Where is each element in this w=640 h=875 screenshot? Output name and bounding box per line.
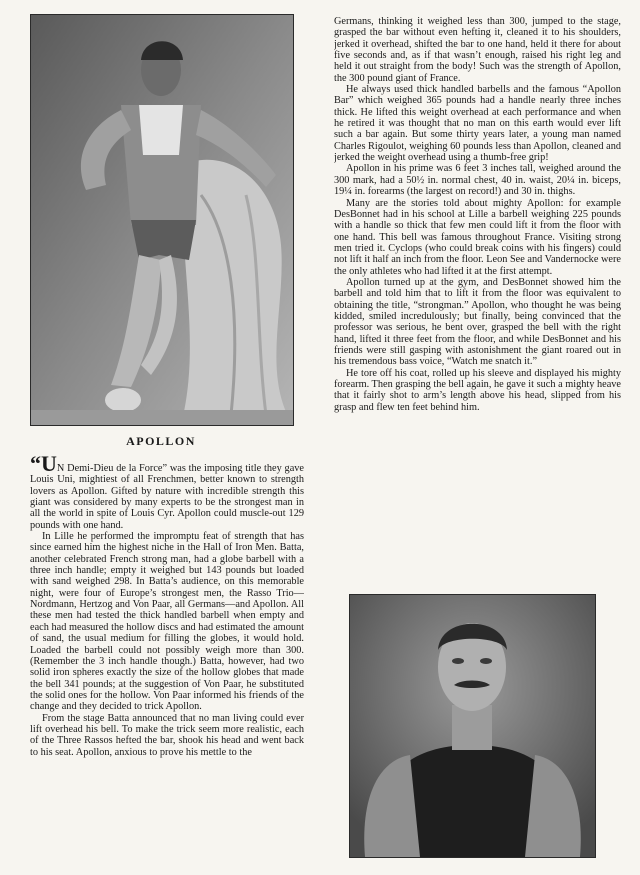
article-paragraph: Apollon in his prime was 6 feet 3 inches tall, weighed around the 300 mark, had a 50½ in. normal chest, 40 in. waist, 20¼ in. biceps, 19¼ in. forearms (the largest on record!) and 30 in. thighs. bbox=[334, 163, 621, 198]
strongman-bust-illustration bbox=[350, 595, 595, 857]
article-paragraph: He tore off his coat, rolled up his sleeve and displayed his mighty forearm. Then grasping the bell again, he gave it such a mighty heave that it fairly shot to arm’s length above his head, slipped from his grasp and flew ten feet behind him. bbox=[334, 367, 621, 413]
article-paragraph: He always used thick handled barbells and the famous “Apollon Bar” which weighed 365 pounds had a handle nearly three inches thick. He lifted this weight overhead at each performance and when he retired it was thought that no man on this earth would ever lift such a bar again. But some thirty years later, a young man named Charles Rigoulot, weighing 60 pounds less than Apollon, cleaned and jerked the weight overhead using a thumb-free grip! bbox=[334, 84, 621, 164]
article-paragraph: Many are the stories told about mighty Apollon: for example DesBonnet had in his school at Lille a barbell weighing 225 pounds with a handle so thick that few men could lift it from the floor with one hand. This bell was famous throughout France. Visiting strong men tried it. Cyclops (who could break coins with his fingers) could not lift it half an inch from the floor. Leon See and Vandernocke were the only athletes who had lifted it at the first attempt. bbox=[334, 197, 621, 277]
opening-text: N Demi-Dieu de la Force” was the imposing title they gave Louis Uni, mightiest of all Frenchmen, better known to strength lovers as Apollon. Gifted by nature with incredible strength this giant was considered by many experts to be the strongest man in all the world in spite of Louis Cyr. Apollon could muscle-out 129 pounds with one hand. bbox=[30, 463, 304, 531]
article-paragraph: Germans, thinking it weighed less than 300, jumped to the stage, grasped the bar without even hefting it, cleaned it to his shoulders, jerked it overhead, shifted the bar to one hand, held it there for about five seconds and, as if that wasn’t enough, raised his right leg and held it out straight from the body! Such was the strength of Apollon, the 300 pound giant of France. bbox=[334, 16, 621, 84]
apollon-standing-photo bbox=[30, 14, 294, 426]
photo-caption: APOLLON bbox=[126, 434, 196, 448]
article-paragraph: Apollon turned up at the gym, and DesBonnet showed him the barbell and told him that to lift it from the floor was equivalent to obtaining the title, “strongman.” Apollon, who thought he was being kidded, smiled incredulously; but finally, being convinced that the professor was serious, he bent over, grasped the bell with the right hand, lifted it three feet from the floor, and while DesBonnet and his friends were still gasping with astonishment the giant roared out in his tremendous bass voice, “Watch me snatch it.” bbox=[334, 276, 621, 368]
article-column-right bbox=[334, 16, 621, 586]
article-paragraph: From the stage Batta announced that no man living could ever lift overhead his bell. To make the trick seem more realistic, each of the Three Rassos hefted the bar, shook his head and went back to his seat. Apollon, anxious to prove his mettle to the bbox=[30, 712, 304, 758]
article-paragraph bbox=[30, 456, 304, 531]
article-column-left bbox=[30, 456, 304, 868]
drop-cap: “U bbox=[30, 456, 57, 476]
strongman-standing-illustration bbox=[31, 15, 293, 425]
article-paragraph: In Lille he performed the impromptu feat of strength that has since earned him the highest niche in the Hall of Iron Men. Batta, another celebrated French strong man, had a globe barbell with a three inch handle; empty it weighed but 143 pounds but loaded with sand weighed 298. In Batta’s audience, on this memorable night, were four of Europe’s strongest men, the Rasso Trio—Nordmann, Hertzog and Von Paar, all Germans—and Apollon. All these men had tested the thick handled barbell when empty and each had measured the hollow discs and had estimated the amount of sand, the usual medium for filling the globes, it would hold. Loaded the barbell could not possibly weigh more than 300. (Remember the 3 inch handle though.) Batta, however, had two solid iron spheres exactly the size of the hollow globes that made the bell 341 pounds; at the suggestion of Von Paar, he substituted the solid ones for the hollow. Von Paar informed his friends of the change and they decided to trick Apollon. bbox=[30, 531, 304, 713]
apollon-bust-photo bbox=[349, 594, 596, 858]
